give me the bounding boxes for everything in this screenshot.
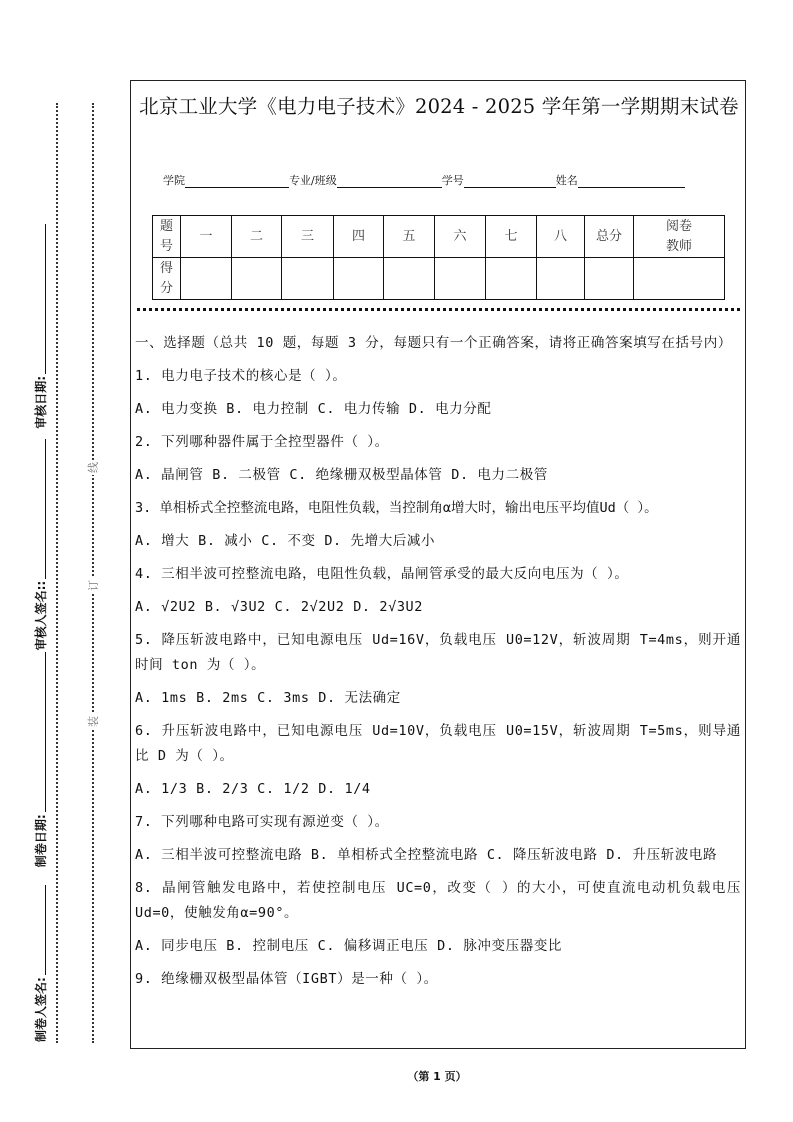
question-8: 8. 晶闸管触发电路中，若使控制电压 UC=0，改变（ ）的大小，可使直流电动机负载电压 Ud=0，使触发角α=90°。 [135,880,741,921]
major-label: 专业/班级 [289,174,337,187]
college-label: 学院 [163,174,185,187]
question-1: 1. 电力电子技术的核心是（ ）。 [135,368,347,384]
major-field[interactable] [337,174,442,188]
question-6: 6. 升压斩波电路中，已知电源电压 Ud=10V，负载电压 U0=15V，斩波周期 T=5ms，则导通比 D 为（ ）。 [135,723,741,764]
question-7: 7. 下列哪种电路可实现有源逆变（ ）。 [135,814,389,830]
score-cell[interactable] [384,258,435,300]
reviewer-signature-field[interactable] [35,439,46,579]
header-cell: 二 [232,216,282,258]
margin-dotted-line-outer [56,103,58,1043]
review-date-field[interactable] [35,224,46,374]
options-5: A. 1ms B. 2ms C. 3ms D. 无法确定 [135,690,401,706]
page-number: （第 1 页） [407,1070,467,1083]
header-cell: 五 [384,216,435,258]
score-cell[interactable] [282,258,334,300]
binding-label-xian: 线 [87,462,100,473]
header-cell: 八 [537,216,585,258]
score-cell[interactable] [232,258,282,300]
question-2: 2. 下列哪种器件属于全控型器件（ ）。 [135,434,389,450]
question-3: 3. 单相桥式全控整流电路，电阻性负载，当控制角α增大时，输出电压平均值Ud（ ）。 [135,500,658,516]
options-7: A. 三相半波可控整流电路 B. 单相桥式全控整流电路 C. 降压斩波电路 D. 升压斩波电路 [135,847,718,863]
dotted-separator [137,308,740,311]
question-5: 5. 降压斩波电路中，已知电源电压 Ud=16V，负载电压 U0=12V，斩波周期 T=4ms，则开通时间 ton 为（ ）。 [135,632,741,673]
header-cell: 总分 [585,216,634,258]
score-table-row [153,258,725,300]
score-cell[interactable] [181,258,232,300]
binding-line-labels [85,101,101,1041]
header-cell: 七 [486,216,537,258]
score-table-header [153,216,725,258]
header-cell: 一 [181,216,232,258]
question-4: 4. 三相半波可控整流电路，电阻性负载，晶闸管承受的最大反向电压为（ ）。 [135,566,629,582]
prepare-date-label: 制卷日期: [33,814,48,868]
header-cell: 六 [435,216,486,258]
question-9: 9. 绝缘栅双极型晶体管（IGBT）是一种（ ）。 [135,971,438,987]
options-2: A. 晶闸管 B. 二极管 C. 绝缘栅双极型晶体管 D. 电力二极管 [135,467,548,483]
questions [135,331,741,1000]
header-cell: 三 [282,216,334,258]
options-1: A. 电力变换 B. 电力控制 C. 电力传输 D. 电力分配 [135,401,492,417]
header-cell: 题号 [153,216,181,258]
score-cell[interactable] [634,258,725,300]
name-field[interactable] [578,174,685,188]
score-cell[interactable] [537,258,585,300]
score-table [152,215,725,300]
signature-margin [30,102,50,1042]
score-cell[interactable] [585,258,634,300]
header-cell: 四 [334,216,384,258]
review-date-label: 审核日期: [33,375,48,429]
reviewer-signature-label: 审核人签名:: [33,580,48,651]
section-heading: 一、选择题（总共 10 题，每题 3 分，每题只有一个正确答案，请将正确答案填写在括号内） [135,335,732,351]
preparer-signature-field[interactable] [35,885,46,975]
binding-label-ding: 订 [87,580,100,591]
options-6: A. 1/3 B. 2/3 C. 1/2 D. 1/4 [135,781,371,797]
options-3: A. 增大 B. 减小 C. 不变 D. 先增大后减小 [135,533,436,549]
student-info [163,172,685,188]
score-cell[interactable] [334,258,384,300]
prepare-date-field[interactable] [35,652,46,812]
row-label: 得分 [153,258,181,300]
preparer-signature-label: 制卷人签名: [33,977,48,1042]
options-4: A. √2U2 B. √3U2 C. 2√2U2 D. 2√3U2 [135,599,424,615]
student-id-label: 学号 [441,174,464,187]
options-8: A. 同步电压 B. 控制电压 C. 偏移调正电压 D. 脉冲变压器变比 [135,938,563,954]
header-cell: 阅卷教师 [634,216,725,258]
name-label: 姓名 [555,174,578,187]
student-id-field[interactable] [464,174,556,188]
score-cell[interactable] [435,258,486,300]
binding-label-zhuang: 装 [87,716,100,727]
college-field[interactable] [185,174,289,188]
exam-title: 北京工业大学《电力电子技术》2024 - 2025 学年第一学期期末试卷 [139,95,739,118]
score-cell[interactable] [486,258,537,300]
